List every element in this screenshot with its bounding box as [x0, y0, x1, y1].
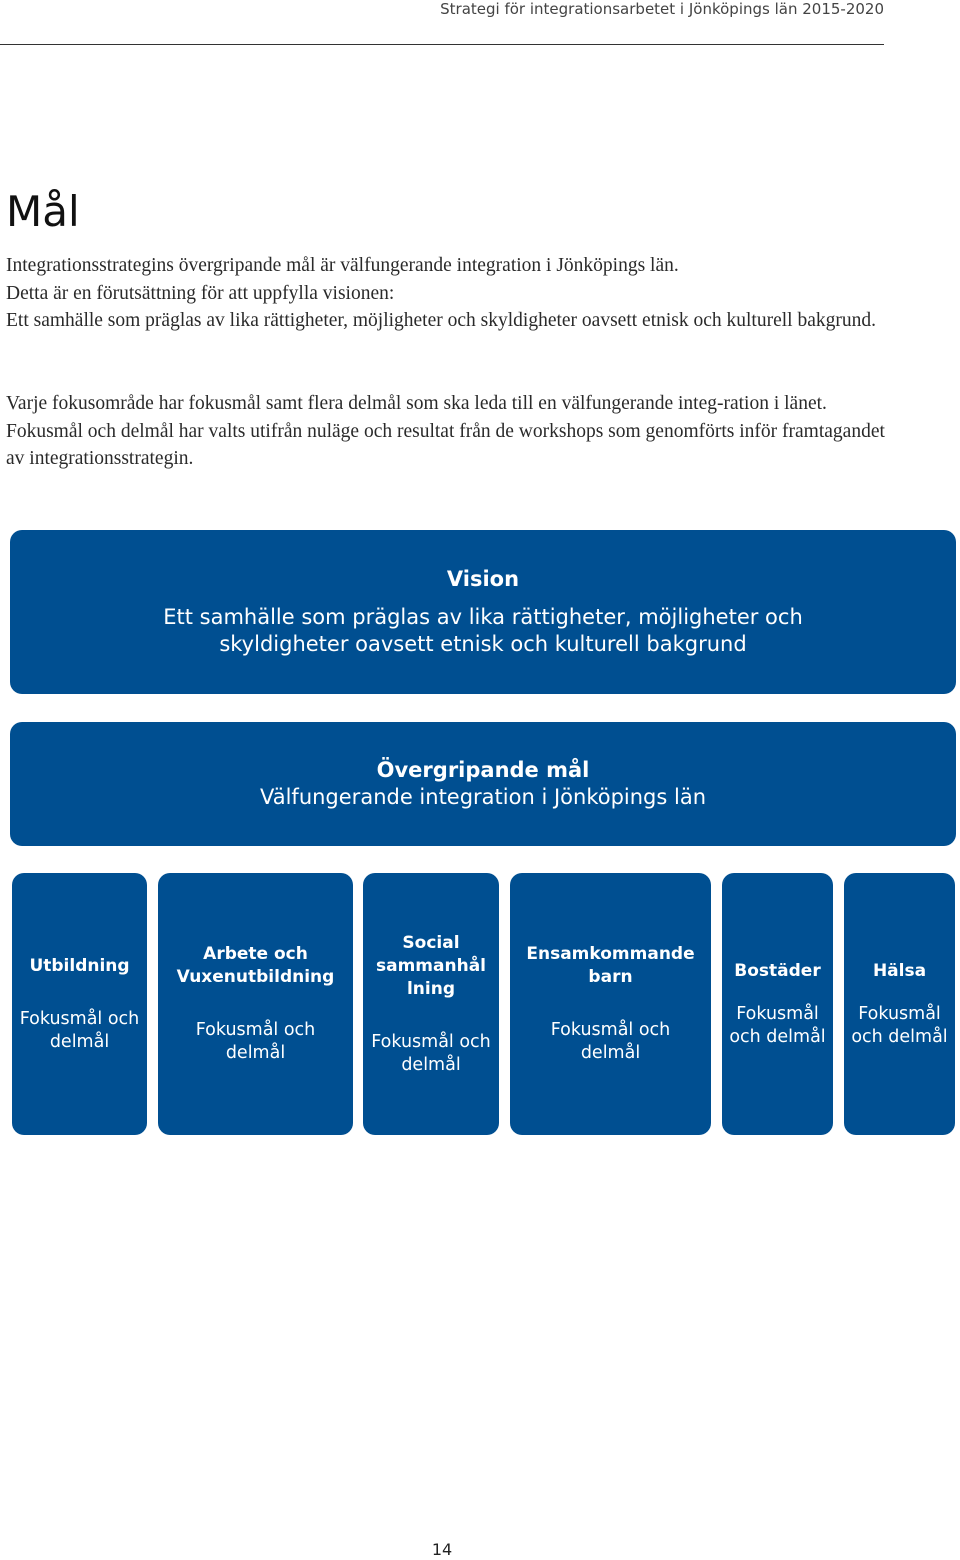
focus-area-ensamkommande-barn: [510, 873, 711, 1135]
intro-line: Ett samhälle som präglas av lika rättigheter, möjligheter och skyldigheter oavsett etnisk och kulturell bakgrund.: [6, 310, 876, 331]
focus-area-title: Hälsa: [872, 960, 927, 981]
focus-area-title: Bostäder: [734, 960, 821, 981]
page-title: Mål: [6, 187, 80, 236]
focus-area-subtitle: Fokusmål och delmål: [851, 1003, 948, 1047]
focus-area-subtitle: Fokusmål och delmål: [195, 1020, 316, 1063]
intro-text: Varje fokusområde har fokusmål samt flera delmål som ska leda till en välfungerande integ-ration i länet. Fokusmål och delmål har valts utifrån nuläge och resultat från de workshops som genomförts inför framtagandet av integrationsstrategin.: [6, 393, 885, 469]
vision-title: Vision: [446, 567, 520, 591]
focus-area-subtitle: Fokusmål och delmål: [550, 1020, 671, 1063]
focus-area-social-sammanhallning: [363, 873, 499, 1135]
overall-goal-title: Övergripande mål: [376, 758, 590, 782]
intro-paragraph-1: [6, 252, 906, 335]
focus-area-subtitle: Fokusmål och delmål: [19, 1008, 140, 1052]
focus-area-title: Utbildning: [29, 955, 130, 976]
focus-area-arbete: [158, 873, 353, 1135]
focus-area-halsa: [844, 873, 955, 1135]
page-number: 14: [431, 1540, 453, 1559]
intro-paragraph-2: [6, 390, 886, 473]
header-divider: [0, 44, 884, 45]
focus-area-utbildning: [12, 873, 147, 1135]
focus-area-bostader: [722, 873, 833, 1135]
focus-area-subtitle: Fokusmål och delmål: [371, 1031, 491, 1075]
overall-goal-text: Välfungerande integration i Jönköpings län: [259, 785, 707, 809]
vision-text: Ett samhälle som präglas av lika rättigheter, möjligheter och skyldigheter oavsett etnisk och kulturell bakgrund: [163, 605, 803, 656]
focus-area-title: Social sammanhål lning: [376, 932, 486, 999]
focus-area-subtitle: Fokusmål och delmål: [729, 1003, 826, 1047]
intro-line: Detta är en förutsättning för att uppfylla visionen:: [6, 282, 395, 304]
running-header: Strategi för integrationsarbetet i Jönköpings län 2015-2020: [440, 0, 884, 18]
intro-line: Integrationsstrategins övergripande mål är välfungerande integration i Jönköpings län.: [6, 255, 679, 276]
focus-area-title: Arbete och Vuxenutbildning: [176, 944, 335, 987]
focus-area-title: Ensamkommande barn: [526, 944, 695, 987]
